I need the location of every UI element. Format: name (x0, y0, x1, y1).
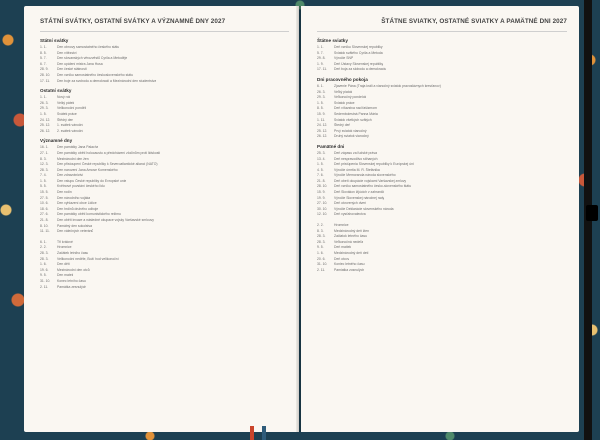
holiday-name: Den dětí (57, 262, 70, 267)
holiday-date: 5. 5. (40, 184, 47, 189)
holiday-name: Mezinárodní den otců (57, 267, 90, 272)
holiday-name: Den hrdinů druhého odboje (57, 206, 99, 211)
holiday-date: 27. 6. (40, 212, 49, 217)
holiday-date: 25. 3. (317, 150, 326, 155)
holiday-date: 7. 4. (40, 173, 47, 178)
holiday-date: 9. 5. (317, 245, 324, 250)
holiday-date: 6. 1. (317, 83, 324, 88)
holiday-name: Výročie SNP (334, 56, 354, 61)
holiday-date: 8. 3. (40, 156, 47, 161)
title-divider (40, 31, 289, 32)
holiday-date: 1. 1. (40, 45, 47, 49)
section-heading: Státní svátky (40, 38, 69, 43)
holiday-date: 1. 5. (40, 178, 47, 183)
section-heading: Dni pracovného pokoja (317, 76, 368, 82)
holiday-name: Výročie Memoranda národa slovenského (334, 173, 396, 178)
holiday-name: Den matek (57, 273, 74, 278)
holiday-date: 1. 1. (317, 45, 324, 49)
holiday-name: Druhý sviatok vianočný (334, 134, 369, 139)
holiday-name: Veľký piatok (334, 89, 353, 94)
holiday-date: 19. 9. (317, 195, 326, 200)
holiday-name: Deň Slovákov žijúcich v zahraničí (334, 190, 385, 195)
holiday-name: Svátek práce (57, 111, 77, 116)
holiday-date: 21. 8. (317, 178, 326, 183)
holiday-date: 28. 3. (317, 239, 326, 244)
holiday-date: 10. 6. (40, 201, 49, 206)
holiday-date: 8. 5. (40, 50, 47, 55)
holiday-date: 6. 7. (40, 61, 47, 66)
holiday-date: 2. 2. (40, 245, 47, 250)
holiday-date: 1. 11. (317, 117, 326, 122)
holiday-date: 9. 5. (40, 273, 47, 278)
holiday-name: Výročie Slovenskej národnej rady (334, 195, 385, 200)
section-heading: Štátne sviatky (317, 38, 348, 43)
holiday-date: 29. 3. (317, 95, 326, 100)
right-page-body (317, 38, 567, 273)
left-page-body (40, 38, 289, 290)
holiday-name: Deň otcov (334, 256, 350, 261)
holiday-name: Deň vysťahovalectva (334, 212, 366, 217)
holiday-name: Sviatok všetkých svätých (334, 117, 372, 122)
holiday-name: Začiatok letného času (334, 234, 367, 239)
holiday-name: Sviatok práce (334, 100, 355, 105)
holiday-date: 29. 3. (40, 106, 49, 111)
holiday-name: Deň Ústavy Slovenskej republiky (334, 61, 384, 66)
holiday-name: Deň obetí okupácie vojskami Varšavskej zmluvy (334, 178, 407, 183)
holiday-name: Den české státnosti (57, 67, 87, 72)
holiday-date: 19. 6. (40, 267, 49, 272)
holiday-date: 31. 10. (317, 262, 328, 267)
holiday-date: 20. 6. (317, 256, 326, 261)
holiday-name: Památný den sokolstva (57, 223, 93, 228)
holiday-row (40, 285, 289, 291)
holiday-date: 28. 3. (317, 234, 326, 239)
holiday-row (317, 268, 567, 274)
holiday-name: Deň nespravodlivo stíhaných (334, 156, 378, 161)
holiday-date: 12. 10. (317, 212, 328, 217)
holiday-date: 26. 3. (40, 100, 49, 105)
holiday-date: 6. 1. (40, 239, 47, 244)
holiday-name: Den narození Jana Amose Komenského (57, 167, 118, 172)
holiday-name: Medzinárodný deň žien (334, 228, 370, 233)
holiday-date: 16. 1. (40, 145, 49, 150)
holiday-date: 1. 5. (40, 111, 47, 116)
holiday-date: 29. 8. (317, 56, 326, 61)
holiday-date: 24. 12. (40, 117, 51, 122)
holiday-date: 15. 9. (317, 190, 326, 195)
holiday-date: 8. 10. (40, 223, 49, 228)
holiday-date: 5. 7. (40, 56, 47, 61)
holiday-date: 12. 3. (40, 162, 49, 167)
holiday-date: 25. 12. (317, 128, 328, 133)
holiday-name: Velikonoční pondělí (57, 106, 87, 111)
holiday-name: Začátek letního času (57, 251, 89, 255)
holiday-date: 2. 11. (317, 267, 326, 272)
holiday-name: Velký pátek (57, 100, 75, 105)
holiday-date: 1. 5. (317, 162, 324, 167)
holiday-name: Deň víťazstva nad fašizmom (334, 106, 377, 111)
section-heading: Významné dny (40, 138, 73, 144)
holiday-date: 28. 3. (40, 167, 49, 172)
holiday-date: 11. 11. (40, 229, 50, 234)
section-heading: Pamätné dni (317, 143, 345, 149)
holiday-date: 2. 11. (40, 284, 49, 289)
holiday-name: Den obnovy samostatného českého státu (57, 45, 120, 49)
holiday-name: Den vzniku samostatného československého státu (57, 72, 133, 77)
holiday-name: Zjavenie Pána (Traja králi a vianočný sviatok pravoslávnych kresťanov) (334, 83, 441, 88)
holiday-name: Veľkonočný pondelok (334, 95, 367, 100)
holiday-date: 5. 7. (317, 50, 324, 55)
holiday-name: Památka zesnulých (57, 284, 87, 289)
holiday-name: Štedrý deň (334, 123, 351, 128)
holiday-date: 27. 5. (40, 195, 49, 200)
left-page-title: STÁTNÍ SVÁTKY, OSTATNÍ SVÁTKY A VÝZNAMNÉ DNY 2027 (40, 18, 226, 25)
holiday-date: 27. 1. (40, 150, 49, 155)
holiday-name: Den obětí invaze a následné okupace vojsky Varšavské smlouvy (57, 218, 154, 223)
holiday-name: Den památky obětí komunistického režimu (57, 212, 121, 217)
holiday-name: 1. svátek vánoční (57, 123, 84, 128)
holiday-name: Den přistoupení České republiky k Severoatlantické alianci (NATO) (57, 162, 158, 167)
holiday-name: Prvý sviatok vianočný (334, 128, 367, 133)
holiday-name: Veľkonočná nedeľa (334, 239, 364, 244)
holiday-row (317, 134, 567, 140)
holiday-name: Výročie úmrtia M. R. Štefánika (334, 167, 380, 172)
bookmark-ribbon (250, 426, 254, 440)
holiday-name: Sviatok svätého Cyrila a Metoda (334, 50, 383, 55)
holiday-date: 15. 5. (40, 190, 49, 195)
section-heading: Ostatní svátky (40, 88, 72, 94)
holiday-name: Den vstupu České republiky do Evropské unie (57, 178, 127, 183)
holiday-name: Den upálení mistra Jana Husa (57, 61, 103, 66)
holiday-name: Pamiatka zosnulých (334, 267, 365, 272)
holiday-date: 26. 3. (317, 89, 326, 94)
holiday-name: Výročie Deklarácie slovenského národa (334, 206, 394, 211)
left-page (24, 6, 299, 432)
title-divider (317, 31, 567, 32)
holiday-date: 27. 10. (317, 201, 328, 206)
holiday-row (317, 67, 567, 73)
holiday-date: 25. 12. (40, 123, 51, 128)
holiday-name: Den národního vojáka (57, 195, 91, 200)
holiday-date: 17. 11. (40, 78, 51, 83)
holiday-date: 1. 6. (317, 251, 324, 255)
bookmark-ribbon (262, 426, 266, 440)
holiday-date: 15. 9. (317, 111, 326, 116)
holiday-date: 17. 11. (317, 67, 328, 72)
holiday-name: Den vyhlazení obce Lidice (57, 201, 97, 206)
holiday-date: 4. 5. (317, 167, 324, 172)
holiday-date: 1. 5. (317, 100, 324, 105)
holiday-date: 28. 10. (317, 184, 328, 189)
holiday-date: 7. 6. (317, 173, 324, 178)
holiday-date: 1. 6. (40, 262, 47, 267)
holiday-date: 21. 8. (40, 218, 49, 223)
holiday-date: 28. 9. (40, 67, 49, 72)
holiday-name: Nový rok (57, 95, 71, 100)
holiday-date: 28. 3. (40, 256, 49, 261)
holiday-date: 18. 6. (40, 206, 49, 211)
holiday-name: Deň boja za slobodu a demokraciu (334, 67, 387, 72)
holiday-name: Mezinárodní den žen (57, 156, 89, 161)
holiday-date: 1. 9. (317, 61, 324, 66)
holiday-date: 26. 12. (40, 128, 51, 133)
holiday-date: 30. 10. (317, 206, 328, 211)
holiday-name: Deň zápasu za ľudské práva (334, 150, 378, 155)
holiday-name: Štědrý den (57, 117, 74, 122)
holiday-name: Den vítězství (57, 50, 77, 55)
holiday-date: 2. 2. (317, 223, 324, 228)
holiday-date: 28. 10. (40, 72, 51, 77)
holiday-name: Den slovanských věrozvěstů Cyrila a Metoděje (57, 56, 128, 61)
holiday-name: Květnové povstání českého lidu (57, 184, 105, 189)
holiday-name: Konec letního času (57, 278, 86, 283)
holiday-name: Den válečných veteránů (57, 229, 94, 234)
holiday-name: Deň vzniku samostatného česko-slovenského štátu (334, 184, 412, 189)
holiday-name: Den rodin (57, 190, 72, 195)
holiday-name: Deň matiek (334, 245, 352, 250)
holiday-name: Tři králové (57, 239, 73, 244)
holiday-name: Deň pristúpenia Slovenskej republiky k Európskej únii (334, 162, 415, 167)
holiday-row (40, 129, 289, 135)
right-page (301, 6, 579, 432)
holiday-name: Deň otvorených dverí (334, 201, 367, 206)
holiday-name: Sedembolestná Panna Mária (334, 111, 378, 116)
holiday-name: Velikonoční neděle, Boží hod velikonoční (57, 256, 119, 261)
holiday-date: 13. 4. (317, 156, 326, 161)
holiday-name: Hromnice (57, 245, 72, 250)
holiday-date: 8. 5. (317, 106, 324, 111)
pen-loop (586, 205, 598, 221)
holiday-date: 28. 3. (40, 251, 49, 255)
holiday-date: 1. 1. (40, 95, 47, 100)
holiday-date: 26. 12. (317, 134, 328, 139)
holiday-name: Deň vzniku Slovenskej republiky (334, 45, 383, 49)
holiday-name: Den zdravotnictví (57, 173, 84, 178)
holiday-name: Koniec letného času (334, 262, 365, 267)
holiday-name: Den památky Jana Palacha (57, 145, 99, 150)
holiday-name: Den památky obětí holocaustu a předcházení zločinům proti lidskosti (57, 150, 161, 155)
right-page-title: ŠTÁTNE SVIATKY, OSTATNÉ SVIATKY A PAMÄTNÉ DNI 2027 (381, 18, 567, 25)
holiday-name: Den boje za svobodu a demokracii a Mezinárodní den studentstva (57, 78, 157, 83)
holiday-date: 8. 3. (317, 228, 324, 233)
holiday-date: 24. 12. (317, 123, 328, 128)
holiday-name: Hromnice (334, 223, 349, 228)
holiday-name: Medzinárodný deň detí (334, 251, 369, 255)
holiday-name: 2. svátek vánoční (57, 128, 84, 133)
holiday-date: 31. 10. (40, 278, 51, 283)
holiday-row (40, 79, 289, 85)
